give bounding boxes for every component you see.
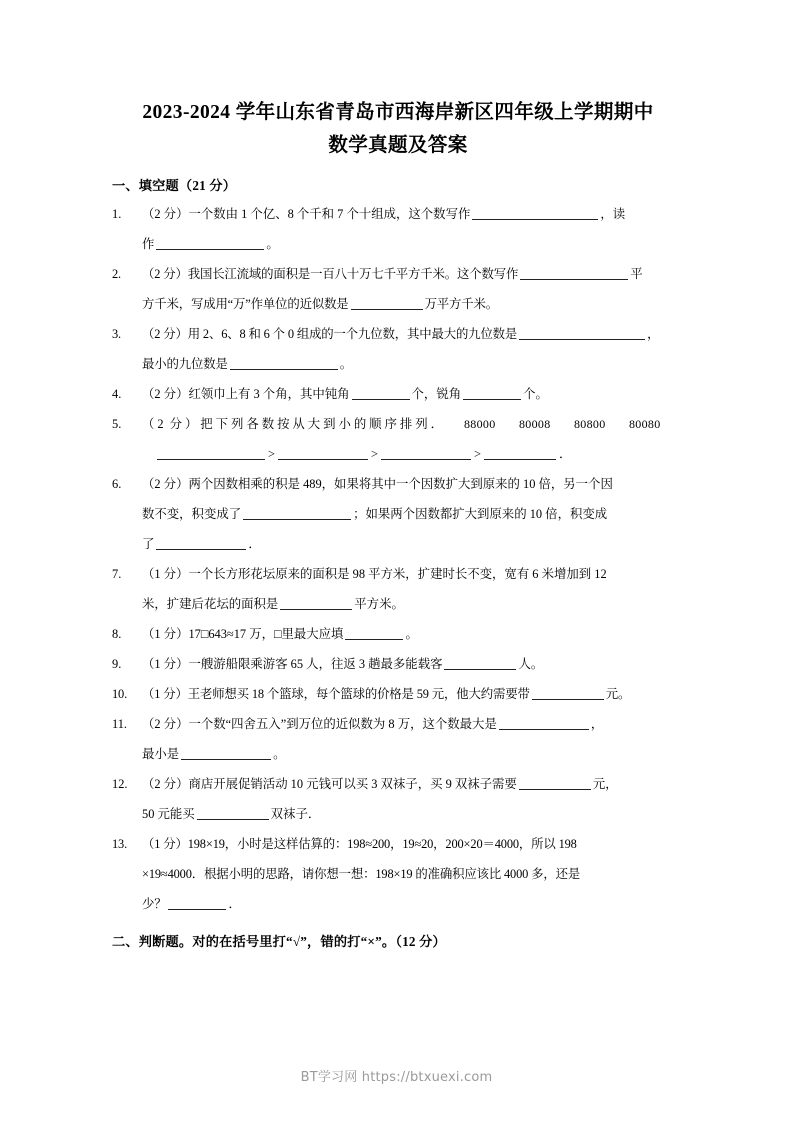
question-10-text-a: （1 分）王老师想买 18 个篮球，每个篮球的价格是 59 元，他大约需要带 xyxy=(142,687,530,701)
question-4-blank-2[interactable] xyxy=(463,386,521,400)
question-11-blank-2[interactable] xyxy=(181,746,271,760)
question-3-text-d: 。 xyxy=(339,357,352,371)
question-11-text-d: 。 xyxy=(273,747,286,761)
question-1-text-b: ，读 xyxy=(600,207,626,221)
question-6-body xyxy=(142,469,684,559)
question-2-text-a: （2 分）我国长江流域的面积是一百八十万七千平方千米。这个数写作 xyxy=(142,267,519,281)
question-5-value-3: 80800 xyxy=(574,417,606,431)
question-11-text-a: （2 分）一个数“四舍五入”到万位的近似数为 8 万，这个数最大是 xyxy=(142,717,497,731)
question-13-text-c: 少？ xyxy=(142,897,167,911)
question-7-text-c: 平方米。 xyxy=(354,597,404,611)
question-12-text-d: 双袜子． xyxy=(270,807,321,821)
question-5-value-1: 88000 xyxy=(464,417,496,431)
question-6 xyxy=(112,469,684,559)
question-13-body xyxy=(142,829,684,919)
question-2-number: 2. xyxy=(112,267,121,281)
question-2-text-c: 方千米，写成用“万”作单位的近似数是 xyxy=(142,297,349,311)
question-5 xyxy=(112,409,684,469)
question-11-number: 11. xyxy=(112,717,128,731)
question-8-blank-1[interactable] xyxy=(345,626,403,640)
question-11-body xyxy=(142,709,684,769)
question-11-blank-1[interactable] xyxy=(499,716,589,730)
question-9-body xyxy=(142,649,684,679)
question-3-blank-2[interactable] xyxy=(230,356,338,370)
question-1-blank-2[interactable] xyxy=(156,236,264,250)
section-heading-true-false: 二、判断题。对的在括号里打“√”，错的打“×”。（12 分） xyxy=(112,934,446,949)
question-2-text-b: 平 xyxy=(630,267,643,281)
question-1 xyxy=(112,199,684,259)
question-5-body xyxy=(142,409,684,469)
question-13-text-d: ． xyxy=(228,897,241,911)
question-12-text-a: （2 分）商店开展促销活动 10 元钱可以买 3 双袜子，买 9 双袜子需要 xyxy=(142,777,517,791)
question-9-blank-1[interactable] xyxy=(444,656,516,670)
question-12 xyxy=(112,769,684,829)
question-12-body xyxy=(142,769,684,829)
question-3-body xyxy=(142,319,684,379)
question-6-text-b: 数不变，积变成了 xyxy=(142,507,242,521)
question-1-number: 1. xyxy=(112,207,122,221)
question-9 xyxy=(112,649,684,679)
title-line-2: 数学真题及答案 xyxy=(328,135,468,156)
question-11 xyxy=(112,709,684,769)
question-5-answer-row xyxy=(142,447,571,461)
question-3-text-b: ， xyxy=(647,327,660,341)
question-1-text-c: 作 xyxy=(142,237,155,251)
question-3 xyxy=(112,319,684,379)
question-10-blank-1[interactable] xyxy=(532,686,604,700)
question-4 xyxy=(112,379,684,409)
question-6-number: 6. xyxy=(112,477,122,491)
question-3-number: 3. xyxy=(112,327,121,341)
question-8-text-a: （1 分）17□643≈17 万，□里最大应填 xyxy=(142,627,344,641)
question-1-text-d: 。 xyxy=(266,237,279,251)
question-5-value-4: 80080 xyxy=(629,417,661,431)
question-3-text-c: 最小的九位数是 xyxy=(142,357,228,371)
question-9-number: 9. xyxy=(112,657,122,671)
question-3-text-a: （2 分）用 2、6、8 和 6 个 0 组成的一个九位数，其中最大的九位数是 xyxy=(142,327,518,341)
question-4-text-c: 个。 xyxy=(523,387,548,401)
question-12-text-b: 元， xyxy=(592,777,618,791)
question-12-text-c: 50 元能买 xyxy=(142,807,195,821)
question-13 xyxy=(112,829,684,919)
question-2-blank-1[interactable] xyxy=(520,266,628,280)
question-6-blank-1[interactable] xyxy=(243,506,351,520)
question-8 xyxy=(112,619,684,649)
question-5-number-list xyxy=(452,417,684,431)
question-5-blank-4[interactable] xyxy=(484,446,556,460)
question-11-text-b: ， xyxy=(590,717,604,731)
question-13-number: 13. xyxy=(112,837,128,851)
question-13-text-b: ×19≈4000．根据小明的思路，请你想一想：198×19 的准确积应该比 4000 多，还是 xyxy=(142,867,581,881)
question-5-sep-2: > xyxy=(371,447,378,461)
question-4-number: 4. xyxy=(112,387,122,401)
question-5-blank-2[interactable] xyxy=(278,446,368,460)
question-7-text-b: 米，扩建后花坛的面积是 xyxy=(142,597,279,611)
question-7 xyxy=(112,559,684,619)
question-12-blank-2[interactable] xyxy=(197,806,269,820)
question-8-body xyxy=(142,619,684,649)
question-7-blank-1[interactable] xyxy=(280,596,352,610)
question-13-text-a: （1 分）198×19，小时是这样估算的：198≈200，19≈20，200×20＝4000，所以 198 xyxy=(142,837,577,851)
question-6-blank-2[interactable] xyxy=(156,536,246,550)
question-2-blank-2[interactable] xyxy=(351,296,423,310)
question-6-text-e: ． xyxy=(248,537,261,551)
question-3-blank-1[interactable] xyxy=(519,326,645,340)
question-12-number: 12. xyxy=(112,777,128,791)
page-footer: BT学习网 https://btxuexi.com xyxy=(300,1070,493,1085)
question-5-sep-3: > xyxy=(474,447,481,461)
question-9-text-b: 人。 xyxy=(518,657,544,671)
section-heading-fill-in-blank: 一、填空题（21 分） xyxy=(112,178,237,193)
question-2-body xyxy=(142,259,684,319)
question-4-text-a: （2 分）红领巾上有 3 个角，其中钝角 xyxy=(142,387,350,401)
question-10-number: 10. xyxy=(112,687,128,701)
question-11-text-c: 最小是 xyxy=(142,747,180,761)
question-8-text-b: 。 xyxy=(405,627,418,641)
question-12-blank-1[interactable] xyxy=(519,776,591,790)
question-7-body xyxy=(142,559,684,619)
question-1-blank-1[interactable] xyxy=(472,206,598,220)
question-5-end: ． xyxy=(559,447,572,461)
question-5-value-2: 80008 xyxy=(519,417,551,431)
document-content xyxy=(112,96,684,955)
question-5-text-a: （2 分）把下列各数按从大到小的顺序排列． xyxy=(142,417,446,431)
question-7-text-a: （1 分）一个长方形花坛原来的面积是 98 平方米，扩建时长不变，宽有 6 米增加到 12 xyxy=(142,567,607,581)
question-10 xyxy=(112,679,684,709)
question-10-body xyxy=(142,679,684,709)
question-5-sep-1: > xyxy=(268,447,275,461)
question-10-text-b: 元。 xyxy=(605,687,631,701)
question-6-text-a: （2 分）两个因数相乘的积是 489，如果将其中一个因数扩大到原来的 10 倍，另一个因 xyxy=(142,477,613,491)
question-1-body xyxy=(142,199,684,259)
question-6-text-d: 了 xyxy=(142,537,155,551)
question-4-body xyxy=(142,379,684,409)
question-2 xyxy=(112,259,684,319)
question-4-blank-1[interactable] xyxy=(352,386,410,400)
question-1-text-a: （2 分）一个数由 1 个亿、8 个千和 7 个十组成，这个数写作 xyxy=(142,207,471,221)
question-7-number: 7. xyxy=(112,567,122,581)
question-4-text-b: 个，锐角 xyxy=(411,387,462,401)
question-6-text-c: ；如果两个因数都扩大到原来的 10 倍，积变成 xyxy=(353,507,608,521)
question-9-text-a: （1 分）一艘游船限乘游客 65 人，往返 3 趟最多能载客 xyxy=(142,657,443,671)
question-13-blank-1[interactable] xyxy=(168,896,226,910)
question-5-number: 5. xyxy=(112,417,122,431)
question-5-blank-3[interactable] xyxy=(381,446,471,460)
question-8-number: 8. xyxy=(112,627,122,641)
page-title xyxy=(112,96,684,162)
title-line-1: 2023-2024 学年山东省青岛市西海岸新区四年级上学期期中 xyxy=(142,102,654,123)
question-5-blank-1[interactable] xyxy=(157,446,265,460)
question-2-text-d: 万平方千米。 xyxy=(424,297,499,311)
